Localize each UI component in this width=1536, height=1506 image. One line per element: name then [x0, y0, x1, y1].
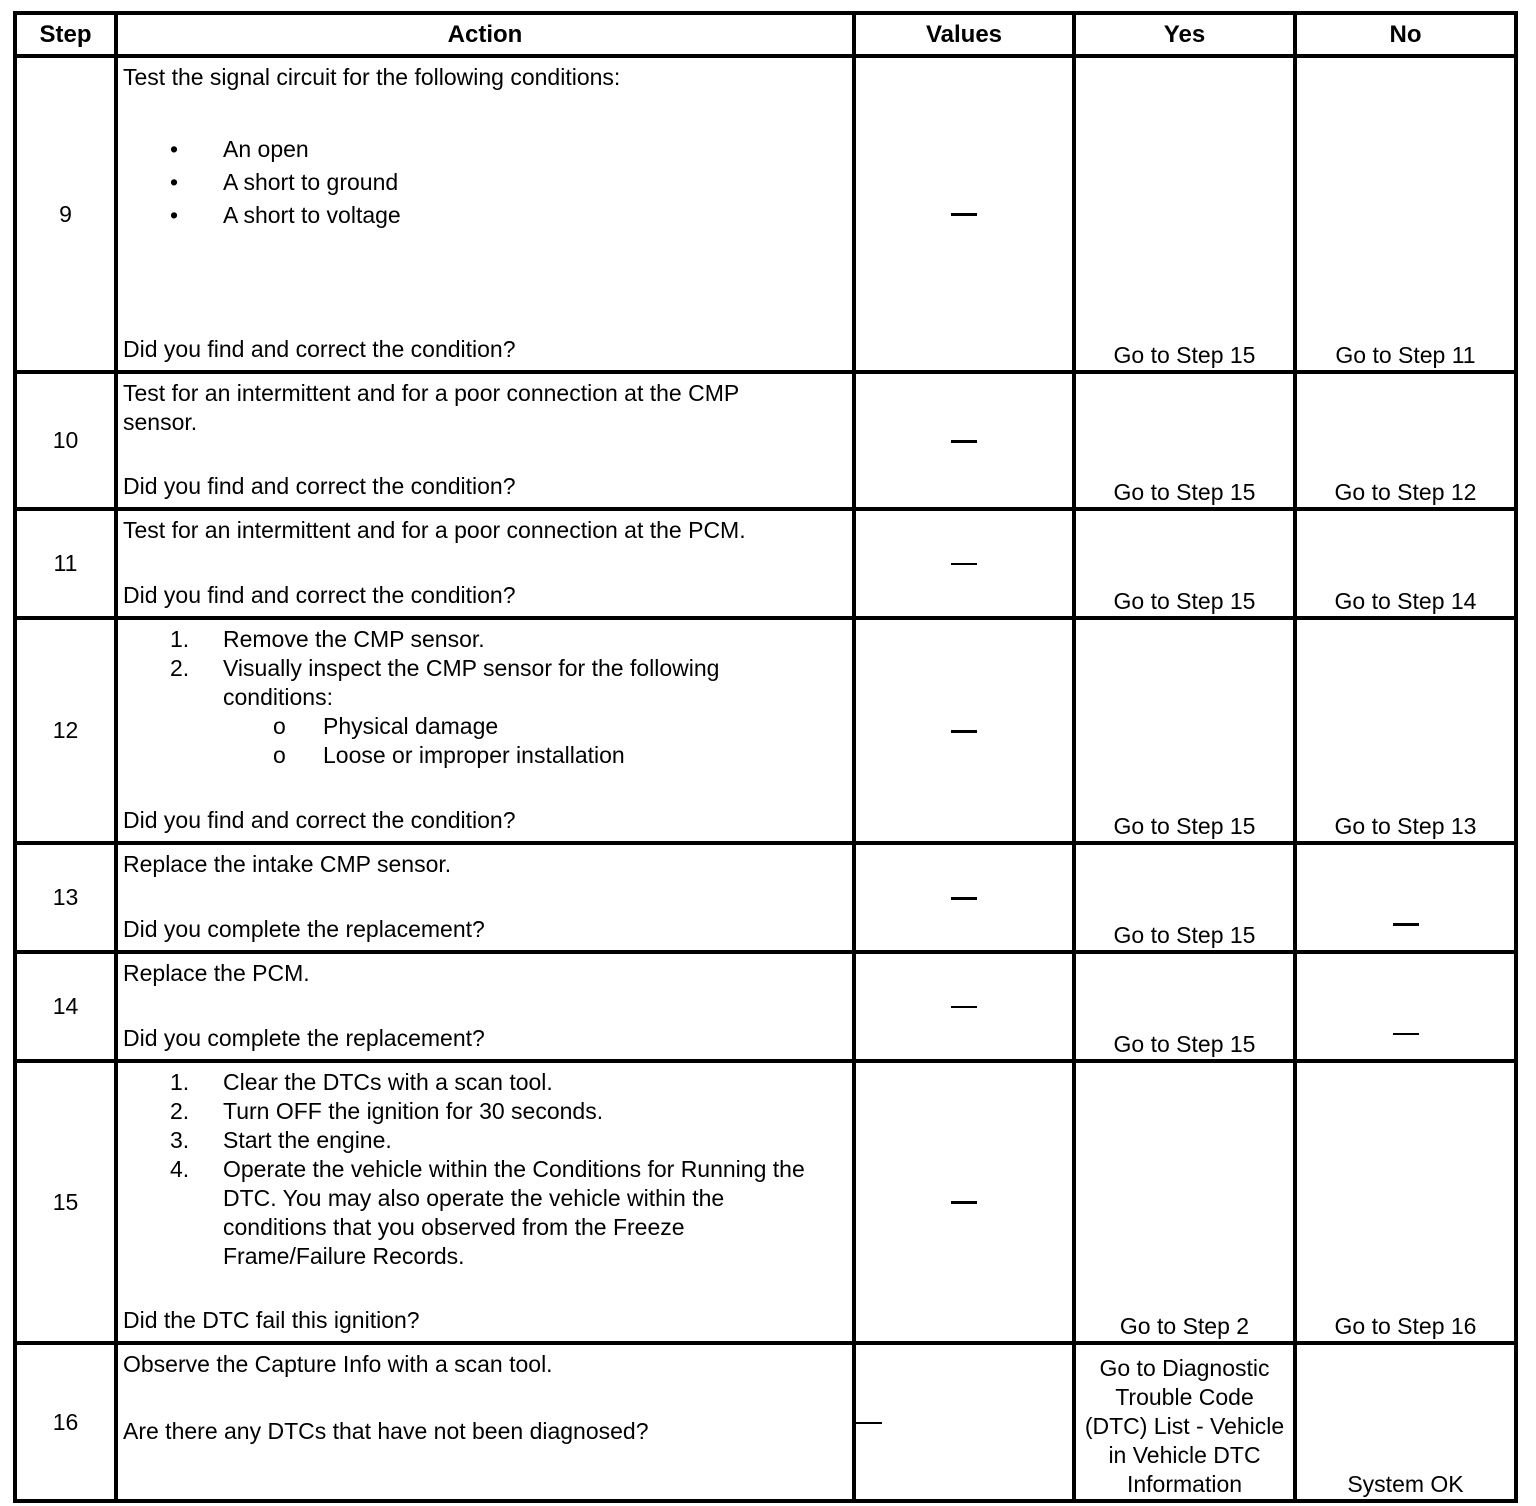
list-number: 2.: [170, 1098, 190, 1124]
dash-icon: [856, 1422, 882, 1424]
yes-cell: Go to Step 15: [1074, 509, 1295, 618]
list-item: 4. Operate the vehicle within the Conditions for Running the DTC. You may also operate the vehicle within the conditions that you observed from the Freeze Frame/Failure Records.: [170, 1156, 805, 1269]
no-cell: [1295, 952, 1516, 1061]
table-row-step-16: [15, 1343, 1516, 1501]
table-row-step-15: [15, 1061, 1516, 1343]
table-row-step-14: [15, 952, 1516, 1061]
action-cell: [116, 1343, 854, 1501]
values-cell: [854, 618, 1074, 843]
table-row-step-13: [15, 843, 1516, 952]
header-yes: Yes: [1074, 13, 1295, 56]
header-action: Action: [116, 13, 854, 56]
no-cell: Go to Step 14: [1295, 509, 1516, 618]
action-intro: Test for an intermittent and for a poor connection at the CMP sensor.: [123, 380, 739, 435]
header-step: Step: [15, 13, 116, 56]
list-item: 2. Turn OFF the ignition for 30 seconds.: [170, 1098, 604, 1124]
table-row-step-10: [15, 372, 1516, 509]
diagnostic-table: [13, 11, 1518, 1503]
list-item: • A short to voltage: [170, 202, 401, 228]
action-question: Did you complete the replacement?: [123, 1025, 485, 1051]
action-cell: [116, 56, 854, 372]
list-item: 3. Start the engine.: [170, 1127, 392, 1153]
action-intro: Test for an intermittent and for a poor connection at the PCM.: [123, 517, 746, 543]
step-number: 9: [15, 56, 116, 372]
values-cell: [854, 372, 1074, 509]
bullet-icon: •: [170, 136, 179, 162]
yes-cell: Go to Step 15: [1074, 56, 1295, 372]
dash-icon: [951, 213, 977, 216]
circle-bullet-icon: o: [273, 742, 286, 768]
action-question: Did you find and correct the condition?: [123, 473, 516, 499]
list-item: 2. Visually inspect the CMP sensor for the following conditions:: [170, 655, 720, 710]
action-question: Did you find and correct the condition?: [123, 807, 516, 833]
yes-cell: Go to Step 15: [1074, 372, 1295, 509]
sub-condition-list: [118, 712, 852, 770]
action-intro: Replace the PCM.: [123, 960, 310, 986]
yes-cell: Go to Step 15: [1074, 952, 1295, 1061]
table-row-step-12: [15, 618, 1516, 843]
action-cell: [116, 618, 854, 843]
header-no: No: [1295, 13, 1516, 56]
list-number: 1.: [170, 1069, 190, 1095]
condition-list: [118, 135, 852, 230]
bullet-icon: •: [170, 202, 179, 228]
table-row-step-11: [15, 509, 1516, 618]
values-cell: [854, 56, 1074, 372]
no-cell: System OK: [1295, 1343, 1516, 1501]
action-question: Did you find and correct the condition?: [123, 336, 516, 362]
list-item: o Physical damage: [273, 713, 499, 739]
action-question: Did you complete the replacement?: [123, 916, 485, 942]
action-cell: [116, 952, 854, 1061]
header-row: [15, 13, 1516, 56]
diagnostic-dtc-list-link[interactable]: Go to Diagnostic Trouble Code (DTC) List - Vehicle in Vehicle DTC Information: [1084, 1355, 1285, 1497]
list-item: 1. Clear the DTCs with a scan tool.: [170, 1069, 553, 1095]
dash-icon: [951, 1006, 977, 1008]
action-cell: [116, 1061, 854, 1343]
action-question: Are there any DTCs that have not been diagnosed?: [123, 1418, 649, 1444]
step-number: 10: [15, 372, 116, 509]
values-cell: [854, 509, 1074, 618]
no-cell: [1295, 843, 1516, 952]
list-number: 3.: [170, 1127, 190, 1153]
step-number: 14: [15, 952, 116, 1061]
dash-icon: [951, 897, 977, 900]
action-question: Did the DTC fail this ignition?: [123, 1307, 420, 1333]
action-question: Did you find and correct the condition?: [123, 582, 516, 608]
step-number: 16: [15, 1343, 116, 1501]
action-cell: [116, 509, 854, 618]
values-cell: [854, 843, 1074, 952]
list-item: • A short to ground: [170, 169, 399, 195]
step-number: 13: [15, 843, 116, 952]
action-cell: [116, 372, 854, 509]
list-item: o Loose or improper installation: [273, 742, 625, 768]
yes-cell: Go to Step 2: [1074, 1061, 1295, 1343]
dash-icon: [1393, 1033, 1419, 1035]
list-number: 4.: [170, 1156, 190, 1182]
header-values: Values: [854, 13, 1074, 56]
no-cell: Go to Step 12: [1295, 372, 1516, 509]
dash-icon: [951, 1201, 977, 1204]
list-item: 1. Remove the CMP sensor.: [170, 626, 485, 652]
step-number: 12: [15, 618, 116, 843]
no-cell: Go to Step 11: [1295, 56, 1516, 372]
list-number: 1.: [170, 626, 190, 652]
step-number: 11: [15, 509, 116, 618]
list-number: 2.: [170, 655, 190, 681]
dash-icon: [1393, 923, 1419, 926]
action-intro: Observe the Capture Info with a scan tool.: [123, 1351, 553, 1377]
circle-bullet-icon: o: [273, 713, 286, 739]
no-cell: Go to Step 16: [1295, 1061, 1516, 1343]
dash-icon: [951, 563, 977, 565]
step-list: [118, 620, 852, 712]
yes-cell: Go to Step 15: [1074, 618, 1295, 843]
dash-icon: [951, 440, 977, 443]
step-list: [118, 1063, 852, 1271]
values-cell: [854, 952, 1074, 1061]
values-cell: [854, 1343, 1074, 1501]
action-intro: Replace the intake CMP sensor.: [123, 851, 452, 877]
table-row-step-9: [15, 56, 1516, 372]
bullet-icon: •: [170, 169, 179, 195]
step-number: 15: [15, 1061, 116, 1343]
action-intro: Test the signal circuit for the following conditions:: [123, 64, 621, 90]
values-cell: [854, 1061, 1074, 1343]
yes-cell: [1074, 1343, 1295, 1501]
list-item: • An open: [170, 136, 309, 162]
action-cell: [116, 843, 854, 952]
dash-icon: [951, 730, 977, 733]
no-cell: Go to Step 13: [1295, 618, 1516, 843]
yes-cell: Go to Step 15: [1074, 843, 1295, 952]
